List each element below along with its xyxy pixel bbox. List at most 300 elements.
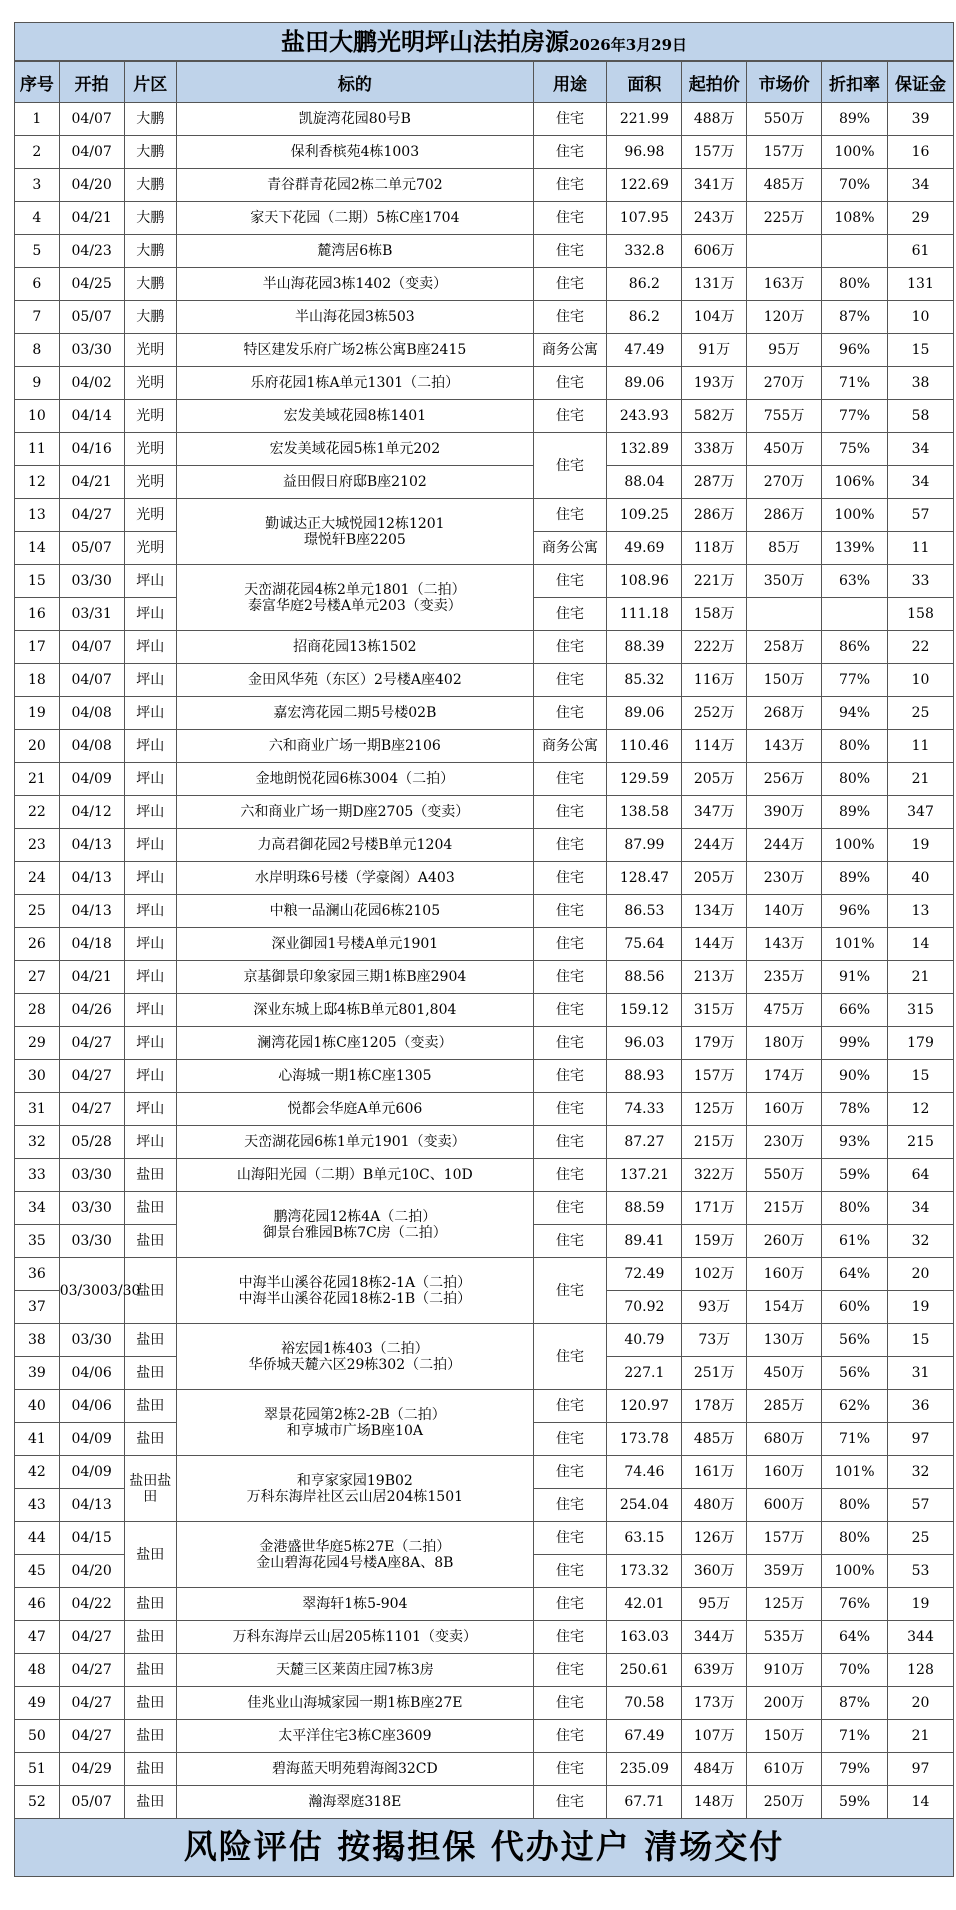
property-name-cell: 碧海蓝天明苑碧海阁32CD [177, 1753, 534, 1786]
column-header: 开拍 [59, 62, 124, 103]
usage-cell: 住宅 [533, 895, 607, 928]
property-name-cell: 半山海花园3栋503 [177, 301, 534, 334]
floor-area-cell: 254.04 [607, 1489, 682, 1522]
district-cell: 坪山 [124, 928, 177, 961]
market-price-cell: 230万 [747, 862, 822, 895]
deposit-cell: 215 [887, 1126, 953, 1159]
deposit-cell: 64 [887, 1159, 953, 1192]
district-cell: 坪山 [124, 1126, 177, 1159]
usage-cell: 住宅 [533, 103, 607, 136]
property-name-cell: 深业东城上邸4栋B单元801,804 [177, 994, 534, 1027]
table-row [15, 334, 954, 367]
starting-price-cell: 125万 [682, 1093, 747, 1126]
column-header: 面积 [607, 62, 682, 103]
auction-date-cell: 04/20 [59, 169, 124, 202]
district-cell: 光明 [124, 532, 177, 565]
market-price-cell: 910万 [747, 1654, 822, 1687]
deposit-cell: 15 [887, 1324, 953, 1357]
floor-area-cell: 173.32 [607, 1555, 682, 1588]
floor-area-cell: 88.56 [607, 961, 682, 994]
district-cell: 光明 [124, 400, 177, 433]
column-header: 折扣率 [822, 62, 888, 103]
property-name-cell: 山海阳光园（二期）B单元10C、10D [177, 1159, 534, 1192]
title-date: 2026年3月29日 [568, 36, 688, 54]
deposit-cell: 57 [887, 499, 953, 532]
starting-price-cell: 107万 [682, 1720, 747, 1753]
deposit-cell: 14 [887, 1786, 953, 1819]
starting-price-cell: 131万 [682, 268, 747, 301]
starting-price-cell: 205万 [682, 763, 747, 796]
auction-date-cell: 04/27 [59, 499, 124, 532]
district-cell: 大鹏 [124, 202, 177, 235]
starting-price-cell: 484万 [682, 1753, 747, 1786]
row-number-cell: 51 [15, 1753, 60, 1786]
market-price-cell: 150万 [747, 664, 822, 697]
floor-area-cell: 88.39 [607, 631, 682, 664]
auction-date-cell: 05/28 [59, 1126, 124, 1159]
footer-banner: 风险评估 按揭担保 代办过户 清场交付 [14, 1819, 954, 1877]
auction-date-cell: 04/13 [59, 1489, 124, 1522]
starting-price-cell: 104万 [682, 301, 747, 334]
starting-price-cell: 134万 [682, 895, 747, 928]
starting-price-cell: 251万 [682, 1357, 747, 1390]
deposit-cell: 39 [887, 103, 953, 136]
column-header: 片区 [124, 62, 177, 103]
district-cell: 光明 [124, 334, 177, 367]
property-name-line: 中海半山溪谷花园18栋2-1A（二拍） [238, 1274, 472, 1291]
row-number-cell: 13 [15, 499, 60, 532]
discount-rate-cell: 75% [822, 433, 888, 466]
row-number-cell: 17 [15, 631, 60, 664]
market-price-cell: 268万 [747, 697, 822, 730]
discount-rate-cell [822, 598, 888, 631]
district-cell: 光明 [124, 499, 177, 532]
starting-price-cell: 102万 [682, 1258, 747, 1291]
discount-rate-cell: 139% [822, 532, 888, 565]
usage-cell: 住宅 [533, 1060, 607, 1093]
deposit-cell: 20 [887, 1258, 953, 1291]
deposit-cell: 22 [887, 631, 953, 664]
row-number-cell: 26 [15, 928, 60, 961]
property-name-line: 翠景花园第2栋2-2B（二拍） [263, 1406, 446, 1423]
property-name-cell [177, 1456, 534, 1522]
auction-date-cell: 03/3003/30 [59, 1258, 124, 1324]
property-name-cell: 万科东海岸云山居205栋1101（变卖） [177, 1621, 534, 1654]
table-row [15, 796, 954, 829]
floor-area-cell: 87.99 [607, 829, 682, 862]
listing-sheet [14, 22, 954, 1877]
auction-date-cell: 03/30 [59, 565, 124, 598]
deposit-cell: 11 [887, 532, 953, 565]
property-name-line: 勤诚达正大城悦园12栋1201 [265, 515, 445, 532]
row-number-cell: 11 [15, 433, 60, 466]
starting-price-cell: 157万 [682, 136, 747, 169]
table-row [15, 367, 954, 400]
market-price-cell: 235万 [747, 961, 822, 994]
property-name-cell: 保利香槟苑4栋1003 [177, 136, 534, 169]
usage-cell: 商务公寓 [533, 334, 607, 367]
table-row [15, 1027, 954, 1060]
column-header: 保证金 [887, 62, 953, 103]
row-number-cell: 9 [15, 367, 60, 400]
market-price-cell: 215万 [747, 1192, 822, 1225]
table-row [15, 169, 954, 202]
starting-price-cell: 126万 [682, 1522, 747, 1555]
district-cell: 坪山 [124, 697, 177, 730]
property-name-line: 和亨城市广场B座10A [286, 1422, 423, 1439]
auction-date-cell: 05/07 [59, 532, 124, 565]
starting-price-cell: 344万 [682, 1621, 747, 1654]
discount-rate-cell: 99% [822, 1027, 888, 1060]
starting-price-cell: 221万 [682, 565, 747, 598]
auction-date-cell: 04/25 [59, 268, 124, 301]
discount-rate-cell: 80% [822, 268, 888, 301]
deposit-cell: 21 [887, 1720, 953, 1753]
market-price-cell: 535万 [747, 1621, 822, 1654]
discount-rate-cell: 59% [822, 1159, 888, 1192]
floor-area-cell: 109.25 [607, 499, 682, 532]
row-number-cell: 37 [15, 1291, 60, 1324]
deposit-cell: 36 [887, 1390, 953, 1423]
table-row [15, 1621, 954, 1654]
auction-date-cell: 04/27 [59, 1060, 124, 1093]
usage-cell: 住宅 [533, 136, 607, 169]
market-price-cell: 157万 [747, 136, 822, 169]
starting-price-cell: 606万 [682, 235, 747, 268]
table-row [15, 697, 954, 730]
market-price-cell: 150万 [747, 1720, 822, 1753]
discount-rate-cell: 91% [822, 961, 888, 994]
starting-price-cell: 178万 [682, 1390, 747, 1423]
district-cell: 大鹏 [124, 136, 177, 169]
market-price-cell: 475万 [747, 994, 822, 1027]
row-number-cell: 4 [15, 202, 60, 235]
floor-area-cell: 88.59 [607, 1192, 682, 1225]
district-cell: 盐田 [124, 1324, 177, 1357]
floor-area-cell: 96.03 [607, 1027, 682, 1060]
auction-date-cell: 04/18 [59, 928, 124, 961]
starting-price-cell: 222万 [682, 631, 747, 664]
starting-price-cell: 157万 [682, 1060, 747, 1093]
market-price-cell: 200万 [747, 1687, 822, 1720]
row-number-cell: 1 [15, 103, 60, 136]
row-number-cell: 15 [15, 565, 60, 598]
market-price-cell: 550万 [747, 1159, 822, 1192]
floor-area-cell: 67.49 [607, 1720, 682, 1753]
usage-cell: 商务公寓 [533, 532, 607, 565]
auction-date-cell: 04/09 [59, 763, 124, 796]
floor-area-cell: 89.06 [607, 697, 682, 730]
row-number-cell: 50 [15, 1720, 60, 1753]
row-number-cell: 25 [15, 895, 60, 928]
discount-rate-cell: 80% [822, 730, 888, 763]
district-cell: 盐田 [124, 1225, 177, 1258]
usage-cell: 住宅 [533, 1225, 607, 1258]
discount-rate-cell: 94% [822, 697, 888, 730]
floor-area-cell: 221.99 [607, 103, 682, 136]
discount-rate-cell: 89% [822, 796, 888, 829]
row-number-cell: 29 [15, 1027, 60, 1060]
floor-area-cell: 63.15 [607, 1522, 682, 1555]
floor-area-cell: 243.93 [607, 400, 682, 433]
floor-area-cell: 86.53 [607, 895, 682, 928]
property-name-cell: 深业御园1号楼A单元1901 [177, 928, 534, 961]
starting-price-cell: 161万 [682, 1456, 747, 1489]
discount-rate-cell: 63% [822, 565, 888, 598]
property-name-cell: 麓湾居6栋B [177, 235, 534, 268]
table-row [15, 961, 954, 994]
deposit-cell: 10 [887, 301, 953, 334]
property-name-line: 中海半山溪谷花园18栋2-1B（二拍） [238, 1290, 472, 1307]
floor-area-cell: 86.2 [607, 268, 682, 301]
floor-area-cell: 110.46 [607, 730, 682, 763]
row-number-cell: 7 [15, 301, 60, 334]
usage-cell: 住宅 [533, 1192, 607, 1225]
usage-cell: 住宅 [533, 961, 607, 994]
row-number-cell: 44 [15, 1522, 60, 1555]
usage-cell: 住宅 [533, 202, 607, 235]
discount-rate-cell: 89% [822, 862, 888, 895]
table-row [15, 1390, 954, 1423]
auction-date-cell: 04/27 [59, 1720, 124, 1753]
column-header: 市场价 [747, 62, 822, 103]
property-name-cell: 特区建发乐府广场2栋公寓B座2415 [177, 334, 534, 367]
district-cell: 盐田 [124, 1588, 177, 1621]
market-price-cell [747, 598, 822, 631]
floor-area-cell: 74.33 [607, 1093, 682, 1126]
starting-price-cell: 341万 [682, 169, 747, 202]
property-name-cell [177, 499, 534, 565]
table-row [15, 1192, 954, 1225]
discount-rate-cell [822, 235, 888, 268]
deposit-cell: 21 [887, 763, 953, 796]
starting-price-cell: 286万 [682, 499, 747, 532]
property-name-line: 天峦湖花园4栋2单元1801（二拍） [244, 581, 466, 598]
property-name-cell: 中粮一品澜山花园6栋2105 [177, 895, 534, 928]
property-name-cell: 宏发美域花园5栋1单元202 [177, 433, 534, 466]
market-price-cell: 160万 [747, 1093, 822, 1126]
auction-date-cell: 03/30 [59, 1159, 124, 1192]
property-name-cell: 金地朗悦花园6栋3004（二拍） [177, 763, 534, 796]
property-name-cell: 六和商业广场一期B座2106 [177, 730, 534, 763]
discount-rate-cell: 64% [822, 1621, 888, 1654]
deposit-cell: 11 [887, 730, 953, 763]
table-row [15, 730, 954, 763]
market-price-cell: 285万 [747, 1390, 822, 1423]
floor-area-cell: 70.92 [607, 1291, 682, 1324]
deposit-cell: 20 [887, 1687, 953, 1720]
property-name-cell [177, 1258, 534, 1324]
usage-cell: 住宅 [533, 301, 607, 334]
property-name-cell [177, 1522, 534, 1588]
property-name-cell: 乐府花园1栋A单元1301（二拍） [177, 367, 534, 400]
floor-area-cell: 88.93 [607, 1060, 682, 1093]
usage-cell: 住宅 [533, 1324, 607, 1390]
starting-price-cell: 480万 [682, 1489, 747, 1522]
row-number-cell: 33 [15, 1159, 60, 1192]
discount-rate-cell: 71% [822, 1423, 888, 1456]
floor-area-cell: 111.18 [607, 598, 682, 631]
floor-area-cell: 70.58 [607, 1687, 682, 1720]
usage-cell: 住宅 [533, 664, 607, 697]
starting-price-cell: 116万 [682, 664, 747, 697]
deposit-cell: 32 [887, 1456, 953, 1489]
starting-price-cell: 215万 [682, 1126, 747, 1159]
property-name-cell [177, 565, 534, 631]
starting-price-cell: 322万 [682, 1159, 747, 1192]
floor-area-cell: 332.8 [607, 235, 682, 268]
usage-cell: 住宅 [533, 1390, 607, 1423]
auction-date-cell: 04/07 [59, 103, 124, 136]
floor-area-cell: 74.46 [607, 1456, 682, 1489]
market-price-cell: 250万 [747, 1786, 822, 1819]
district-cell: 盐田 [124, 1390, 177, 1423]
usage-cell: 住宅 [533, 499, 607, 532]
property-name-cell: 半山海花园3栋1402（变卖） [177, 268, 534, 301]
deposit-cell: 61 [887, 235, 953, 268]
deposit-cell: 32 [887, 1225, 953, 1258]
deposit-cell: 33 [887, 565, 953, 598]
row-number-cell: 12 [15, 466, 60, 499]
market-price-cell: 85万 [747, 532, 822, 565]
table-row [15, 994, 954, 1027]
table-row [15, 1324, 954, 1357]
district-cell: 大鹏 [124, 169, 177, 202]
district-cell: 盐田 [124, 1522, 177, 1588]
row-number-cell: 19 [15, 697, 60, 730]
market-price-cell: 125万 [747, 1588, 822, 1621]
discount-rate-cell: 101% [822, 928, 888, 961]
row-number-cell: 32 [15, 1126, 60, 1159]
district-cell: 坪山 [124, 1060, 177, 1093]
row-number-cell: 42 [15, 1456, 60, 1489]
district-cell: 坪山 [124, 994, 177, 1027]
table-row [15, 1786, 954, 1819]
table-row [15, 301, 954, 334]
deposit-cell: 29 [887, 202, 953, 235]
row-number-cell: 18 [15, 664, 60, 697]
row-number-cell: 3 [15, 169, 60, 202]
property-name-line: 璟悦轩B座2205 [303, 531, 406, 548]
starting-price-cell: 205万 [682, 862, 747, 895]
market-price-cell: 350万 [747, 565, 822, 598]
header-row [15, 62, 954, 103]
deposit-cell: 19 [887, 829, 953, 862]
auction-date-cell: 04/13 [59, 862, 124, 895]
property-name-line: 裕宏园1栋403（二拍） [281, 1340, 429, 1357]
auction-date-cell: 04/13 [59, 895, 124, 928]
property-name-cell: 家天下花园（二期）5栋C座1704 [177, 202, 534, 235]
deposit-cell: 14 [887, 928, 953, 961]
market-price-cell: 140万 [747, 895, 822, 928]
starting-price-cell: 173万 [682, 1687, 747, 1720]
deposit-cell: 25 [887, 1522, 953, 1555]
usage-cell: 住宅 [533, 1588, 607, 1621]
floor-area-cell: 227.1 [607, 1357, 682, 1390]
starting-price-cell: 171万 [682, 1192, 747, 1225]
table-row [15, 400, 954, 433]
property-name-cell: 翠海轩1栋5-904 [177, 1588, 534, 1621]
floor-area-cell: 129.59 [607, 763, 682, 796]
table-row [15, 1159, 954, 1192]
deposit-cell: 19 [887, 1291, 953, 1324]
starting-price-cell: 287万 [682, 466, 747, 499]
auction-date-cell: 04/08 [59, 730, 124, 763]
district-cell: 光明 [124, 367, 177, 400]
auction-date-cell: 04/23 [59, 235, 124, 268]
district-cell: 盐田 [124, 1621, 177, 1654]
market-price-cell: 610万 [747, 1753, 822, 1786]
auction-date-cell: 04/07 [59, 631, 124, 664]
discount-rate-cell: 61% [822, 1225, 888, 1258]
usage-cell: 住宅 [533, 994, 607, 1027]
row-number-cell: 43 [15, 1489, 60, 1522]
usage-cell: 住宅 [533, 268, 607, 301]
table-row [15, 433, 954, 466]
deposit-cell: 40 [887, 862, 953, 895]
property-name-cell: 天麓三区莱茵庄园7栋3房 [177, 1654, 534, 1687]
floor-area-cell: 108.96 [607, 565, 682, 598]
usage-cell: 住宅 [533, 1654, 607, 1687]
property-name-line: 华侨城天麓六区29栋302（二拍） [248, 1356, 462, 1373]
property-name-cell: 瀚海翠庭318E [177, 1786, 534, 1819]
table-row [15, 631, 954, 664]
table-row [15, 928, 954, 961]
row-number-cell: 45 [15, 1555, 60, 1588]
property-name-cell: 心海城一期1栋C座1305 [177, 1060, 534, 1093]
discount-rate-cell: 108% [822, 202, 888, 235]
property-name-cell: 太平洋住宅3栋C座3609 [177, 1720, 534, 1753]
table-row [15, 1093, 954, 1126]
discount-rate-cell: 60% [822, 1291, 888, 1324]
property-name-line: 金港盛世华庭5栋27E（二拍） [259, 1538, 451, 1555]
discount-rate-cell: 100% [822, 829, 888, 862]
floor-area-cell: 87.27 [607, 1126, 682, 1159]
market-price-cell: 260万 [747, 1225, 822, 1258]
deposit-cell: 158 [887, 598, 953, 631]
auction-date-cell: 04/21 [59, 961, 124, 994]
starting-price-cell: 95万 [682, 1588, 747, 1621]
district-cell: 盐田 [124, 1258, 177, 1324]
table-row [15, 1753, 954, 1786]
district-cell: 盐田 [124, 1753, 177, 1786]
market-price-cell: 225万 [747, 202, 822, 235]
district-cell: 坪山 [124, 763, 177, 796]
auction-date-cell: 04/02 [59, 367, 124, 400]
discount-rate-cell: 96% [822, 334, 888, 367]
row-number-cell: 2 [15, 136, 60, 169]
market-price-cell: 154万 [747, 1291, 822, 1324]
deposit-cell: 344 [887, 1621, 953, 1654]
table-row [15, 268, 954, 301]
table-row [15, 466, 954, 499]
property-name-cell: 凯旋湾花园80号B [177, 103, 534, 136]
auction-date-cell: 03/31 [59, 598, 124, 631]
usage-cell: 住宅 [533, 565, 607, 598]
deposit-cell: 58 [887, 400, 953, 433]
column-header: 起拍价 [682, 62, 747, 103]
row-number-cell: 41 [15, 1423, 60, 1456]
market-price-cell: 256万 [747, 763, 822, 796]
district-cell: 坪山 [124, 565, 177, 598]
usage-cell: 住宅 [533, 1423, 607, 1456]
table-row [15, 895, 954, 928]
row-number-cell: 5 [15, 235, 60, 268]
discount-rate-cell: 66% [822, 994, 888, 1027]
deposit-cell: 179 [887, 1027, 953, 1060]
table-row [15, 136, 954, 169]
district-cell: 盐田 [124, 1687, 177, 1720]
